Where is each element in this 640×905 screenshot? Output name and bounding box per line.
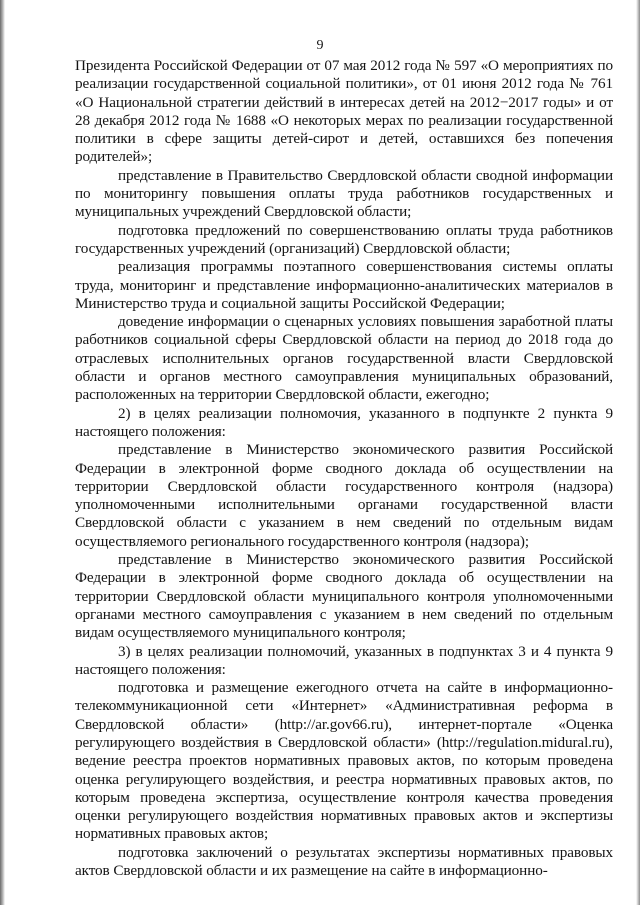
paragraph: представление в Министерство экономического развития Российской Федерации в электронной форме сводного доклада об осуществлении на территории Свердловской области муниципального контроля уполномоченными органами местного самоуправления с указанием в нем сведений по отдельным видам осуществляемого муниципального контроля;	[75, 551, 613, 642]
page-number: 9	[316, 38, 324, 53]
paragraph: 2) в целях реализации полномочия, указанного в подпункте 2 пункта 9 настоящего положения:	[75, 404, 613, 440]
paragraph: подготовка предложений по совершенствованию оплаты труда работников государственных учреждений (организаций) Свердловской области;	[75, 221, 613, 257]
scan-left-edge	[0, 0, 5, 905]
paragraph: доведение информации о сценарных условиях повышения заработной платы работников социальной сферы Свердловской области на период до 2018 года до отраслевых исполнительных органов государственной власти Свердловской области и органов местного самоуправления муниципальных образований, расположенных на территории Свердловской области, ежегодно;	[75, 313, 613, 404]
paragraph: представление в Правительство Свердловской области сводной информации по мониторингу повышения оплаты труда работников государственных и муниципальных учреждений Свердловской области;	[75, 166, 613, 221]
paragraph: подготовка и размещение ежегодного отчета на сайте в информационно-телекоммуникационной сети «Интернет» «Административная реформа в Свердловской области» (http://ar.gov66.ru), интернет-портале «Оценка регулирующего воздействия в Свердловской области» (http://regulation.midural.ru), ведение реестра проектов нормативных правовых актов, по которым проведена оценка регулирующего воздействия, и реестра нормативных правовых актов, по которым проведена экспертиза, осуществление контроля качества проведения оценки регулирующего воздействия нормативных правовых актов и экспертизы нормативных правовых актов;	[75, 679, 613, 843]
document-body	[75, 57, 613, 880]
paragraph: представление в Министерство экономического развития Российской Федерации в электронной форме сводного доклада об осуществлении на территории Свердловской области государственного контроля (надзора) уполномоченными исполнительными органами государственной власти Свердловской области с указанием в нем сведений по отдельным видам осуществляемого регионального государственного контроля (надзора);	[75, 441, 613, 550]
paragraph: подготовка заключений о результатах экспертизы нормативных правовых актов Свердловской области и их размещение на сайте в информационно-	[75, 843, 613, 880]
paragraph-continuation: Президента Российской Федерации от 07 мая 2012 года № 597 «О мероприятиях по реализации государственной социальной политики», от 01 июня 2012 года № 761 «О Национальной стратегии действий в интересах детей на 2012−2017 годы» и от 28 декабря 2012 года № 1688 «О некоторых мерах по реализации государственной политики в сфере защиты детей-сирот и детей, оставшихся без попечения родителей»;	[75, 57, 613, 166]
paragraph: 3) в целях реализации полномочий, указанных в подпунктах 3 и 4 пункта 9 настоящего положения:	[75, 642, 613, 678]
scan-right-edge	[636, 0, 640, 905]
paragraph: реализация программы поэтапного совершенствования системы оплаты труда, мониторинг и представление информационно-аналитических материалов в Министерство труда и социальной защиты Российской Федерации;	[75, 258, 613, 312]
